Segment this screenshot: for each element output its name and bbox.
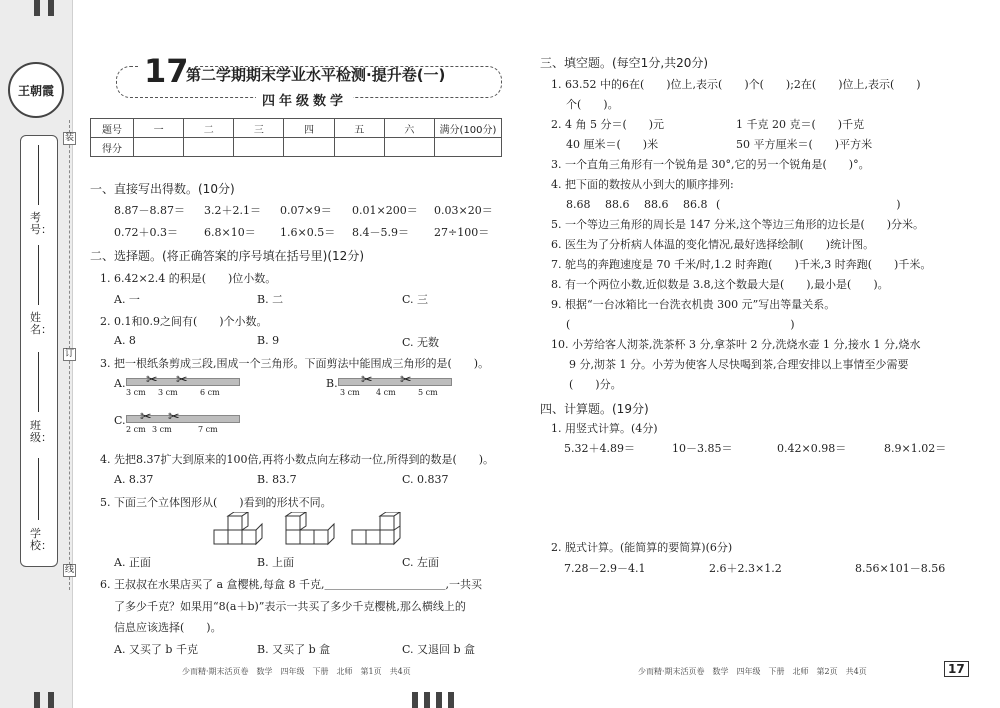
- option-a: A. 8: [114, 334, 136, 347]
- segment-label: 5 cm: [418, 388, 438, 397]
- option-c: C. 0.837: [402, 473, 449, 486]
- class-label: 班级：: [30, 419, 52, 444]
- scissors-icon: ✂: [140, 409, 152, 425]
- cut-label-xian: 线: [64, 565, 74, 575]
- q3-option-c-label: C.: [114, 414, 126, 427]
- scissors-icon: ✂: [361, 372, 373, 388]
- paper-title: 第二学期期末学业水平检测·提升卷(一): [186, 66, 446, 84]
- table-cell: 一: [134, 119, 184, 138]
- calc-item: 3.2＋2.1＝: [204, 204, 261, 217]
- question-6-line-1: 6. 王叔叔在水果店买了 a 盒樱桃,每盒 8 千克,＿＿＿＿＿＿＿＿＿＿＿,一共买: [100, 578, 483, 591]
- bottom-mark: [436, 692, 442, 708]
- table-cell: 题号: [91, 119, 134, 138]
- fill-7: 7. 鸵鸟的奔跑速度是 70 千米/时,1.2 时奔跑( )千米,3 时奔跑( )千米。: [551, 258, 932, 271]
- scissors-icon: ✂: [176, 372, 188, 388]
- score-cell[interactable]: [134, 138, 184, 157]
- score-cell[interactable]: [435, 138, 502, 157]
- fill-10-line-2: 9 分,沏茶 1 分。小芳为使客人尽快喝到茶,合理安排以上事情至少需要: [569, 358, 909, 371]
- scissors-icon: ✂: [400, 372, 412, 388]
- fill-4: 4. 把下面的数按从小到大的顺序排列:: [551, 178, 734, 191]
- option-a: A. 一: [114, 293, 140, 306]
- score-cell[interactable]: [234, 138, 284, 157]
- calc-2-title: 2. 脱式计算。(能简算的要简算)(6分): [551, 541, 733, 554]
- stepwise-calc: 8.56×101－8.56: [855, 562, 946, 575]
- option-b: B. 二: [257, 293, 284, 306]
- segment-label: 2 cm: [126, 425, 146, 434]
- question-1: 1. 6.42×2.4 的积是( )位小数。: [100, 272, 277, 285]
- score-table-score-row: [91, 138, 502, 157]
- segment-label: 3 cm: [158, 388, 178, 397]
- option-c: C. 左面: [402, 556, 440, 569]
- section-3-title: 三、填空题。(每空1分,共20分): [540, 56, 709, 70]
- calc-item: 8.4－5.9＝: [352, 226, 409, 239]
- fill-4-numbers: 8.68 88.6 88.6 86.8: [566, 198, 708, 211]
- calc-item: 0.03×20＝: [434, 204, 493, 217]
- top-mark: [34, 0, 40, 16]
- question-4: 4. 先把8.37扩大到原来的100倍,再将小数点向左移动一位,所得到的数是( )。: [100, 453, 495, 466]
- scissors-icon: ✂: [146, 372, 158, 388]
- section-2-title: 二、选择题。(将正确答案的序号填在括号里)(12分): [90, 249, 364, 263]
- segment-label: 3 cm: [126, 388, 146, 397]
- left-footer: 少而精·期末活页卷 数学 四年级 下册 北师 第1页 共4页: [182, 667, 411, 676]
- fill-8: 8. 有一个两位小数,近似数是 3.8,这个数最大是( ),最小是( )。: [551, 278, 889, 291]
- q3-option-a-label: A.: [114, 377, 126, 390]
- vertical-calc: 8.9×1.02＝: [884, 442, 947, 455]
- q3-option-b-label: B.: [326, 377, 338, 390]
- calc-item: 1.6×0.5＝: [280, 226, 336, 239]
- cube-figure-2: [284, 512, 336, 546]
- school-line: [38, 458, 39, 520]
- table-cell: 五: [334, 119, 384, 138]
- fill-2c: 40 厘米＝( )米: [566, 138, 659, 151]
- score-cell[interactable]: [334, 138, 384, 157]
- right-footer: 少而精·期末活页卷 数学 四年级 下册 北师 第2页 共4页: [638, 667, 867, 676]
- question-5: 5. 下面三个立体图形从( )看到的形状不同。: [100, 496, 332, 509]
- bottom-mark: [448, 692, 454, 708]
- fill-9: 9. 根据“一台冰箱比一台洗衣机贵 300 元”写出等量关系。: [551, 298, 836, 311]
- segment-label: 7 cm: [198, 425, 218, 434]
- score-cell[interactable]: [384, 138, 434, 157]
- segment-label: 4 cm: [376, 388, 396, 397]
- table-cell: 四: [284, 119, 334, 138]
- cube-figure-1: [212, 512, 264, 546]
- fill-4-answer: ( ): [716, 198, 901, 211]
- paper-subtitle: 四年级数学: [256, 90, 353, 109]
- paper-number: 17: [140, 52, 193, 90]
- fill-10-line-3: ( )分。: [569, 378, 622, 391]
- vertical-calc: 5.32＋4.89＝: [564, 442, 635, 455]
- brand-logo: [8, 62, 64, 118]
- school-label: 学校：: [30, 527, 52, 552]
- table-cell: 满分(100分): [435, 119, 502, 138]
- name-label: 姓名：: [30, 311, 52, 336]
- vertical-calc: 10－3.85＝: [672, 442, 733, 455]
- fill-5: 5. 一个等边三角形的周长是 147 分米,这个等边三角形的边长是( )分米。: [551, 218, 925, 231]
- table-cell: 二: [184, 119, 234, 138]
- fill-2a: 2. 4 角 5 分＝( )元: [551, 118, 665, 131]
- scissors-icon: ✂: [168, 409, 180, 425]
- top-mark: [48, 0, 54, 16]
- score-cell[interactable]: [284, 138, 334, 157]
- exam-id-line: [38, 145, 39, 205]
- option-b: B. 83.7: [257, 473, 297, 486]
- question-6-line-3: 信息应该选择( )。: [114, 621, 222, 634]
- option-b: B. 上面: [257, 556, 295, 569]
- score-table: [90, 118, 502, 157]
- fill-2d: 50 平方厘米＝( )平方米: [736, 138, 873, 151]
- bottom-mark: [34, 692, 40, 708]
- fill-6: 6. 医生为了分析病人体温的变化情况,最好选择绘制( )统计图。: [551, 238, 875, 251]
- fill-1-line-1: 1. 63.52 中的6在( )位上,表示( )个( );2在( )位上,表示( ): [551, 78, 921, 91]
- calc-1-title: 1. 用竖式计算。(4分): [551, 422, 658, 435]
- score-cell[interactable]: [184, 138, 234, 157]
- fill-1-line-2: 个( )。: [566, 98, 619, 111]
- logo-text: 王朝霞: [17, 83, 54, 98]
- name-line: [38, 245, 39, 305]
- option-c: C. 又退回 b 盒: [402, 643, 476, 656]
- calc-item: 27÷100＝: [434, 226, 490, 239]
- score-table-header-row: [91, 119, 502, 138]
- calc-item: 0.07×9＝: [280, 204, 332, 217]
- option-c: C. 无数: [402, 336, 440, 349]
- student-info-box: [20, 135, 58, 567]
- option-a: A. 8.37: [114, 473, 154, 486]
- cut-label-zhuang: 装: [64, 133, 74, 143]
- option-c: C. 三: [402, 293, 429, 306]
- question-6-line-2: 了多少千克？如果用“8(a＋b)”表示一共买了多少千克樱桃,那么横线上的: [114, 600, 466, 613]
- table-cell: 三: [234, 119, 284, 138]
- segment-label: 3 cm: [340, 388, 360, 397]
- cube-figure-3: [350, 512, 402, 546]
- segment-label: 6 cm: [200, 388, 220, 397]
- class-line: [38, 352, 39, 412]
- stepwise-calc: 7.28－2.9－4.1: [564, 562, 646, 575]
- option-b: B. 9: [257, 334, 280, 347]
- table-cell: 得分: [91, 138, 134, 157]
- calc-item: 6.8×10＝: [204, 226, 256, 239]
- option-a: A. 正面: [114, 556, 151, 569]
- stepwise-calc: 2.6＋2.3×1.2: [709, 562, 782, 575]
- fill-10-line-1: 10. 小芳给客人沏茶,洗茶杯 3 分,拿茶叶 2 分,洗烧水壶 1 分,接水 1 分,烧水: [551, 338, 921, 351]
- bottom-mark: [48, 692, 54, 708]
- table-cell: 六: [384, 119, 434, 138]
- fill-2b: 1 千克 20 克＝( )千克: [736, 118, 865, 131]
- calc-item: 0.01×200＝: [352, 204, 418, 217]
- option-b: B. 又买了 b 盒: [257, 643, 331, 656]
- calc-item: 0.72＋0.3＝: [114, 226, 178, 239]
- segment-label: 3 cm: [152, 425, 172, 434]
- calc-item: 8.87－8.87＝: [114, 204, 185, 217]
- bottom-mark: [424, 692, 430, 708]
- question-2: 2. 0.1和0.9之间有( )个小数。: [100, 315, 268, 328]
- question-3: 3. 把一根纸条剪成三段,围成一个三角形。下面剪法中能围成三角形的是( )。: [100, 357, 490, 370]
- paper-strip-b: [338, 378, 452, 386]
- fill-3: 3. 一个直角三角形有一个锐角是 30°,它的另一个锐角是( )°。: [551, 158, 870, 171]
- section-1-title: 一、直接写出得数。(10分): [90, 182, 235, 196]
- exam-id-label: 考号：: [30, 211, 52, 236]
- vertical-calc: 0.42×0.98＝: [777, 442, 847, 455]
- bottom-mark: [412, 692, 418, 708]
- cut-label-ding: 订: [64, 349, 74, 359]
- option-a: A. 又买了 b 千克: [114, 643, 198, 656]
- section-4-title: 四、计算题。(19分): [540, 402, 649, 416]
- fill-9-answer: ( ): [566, 318, 795, 331]
- page-number-badge: 17: [944, 661, 969, 677]
